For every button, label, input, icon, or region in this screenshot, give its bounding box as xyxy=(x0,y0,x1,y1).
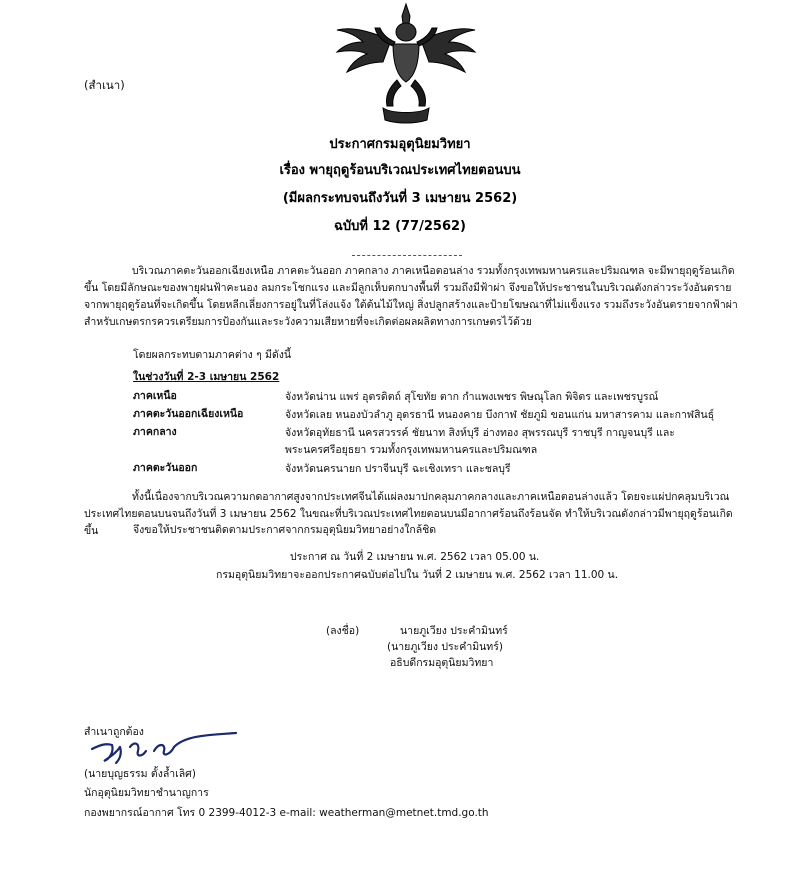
certified-copy-label: สำเนาถูกต้อง xyxy=(84,726,144,738)
handwritten-signature xyxy=(90,727,240,767)
certifier-position: นักอุตุนิยมวิทยาชำนาญการ xyxy=(84,787,209,799)
announcement-issue-number: ฉบับที่ 12 (77/2562) xyxy=(334,219,466,234)
copy-tag: (สำเนา) xyxy=(84,78,125,92)
garuda-emblem xyxy=(331,2,481,126)
region-provinces: จังหวัดอุทัยธานี นครสวรรค์ ชัยนาท สิงห์บุรี อ่างทอง สุพรรณบุรี ราชบุรี กาญจนบุรี และพระนครศรีอยุธยา รวมทั้งกรุงเทพมหานครและปริมณฑล xyxy=(285,427,675,456)
next-issue-line: กรมอุตุนิยมวิทยาจะออกประกาศฉบับต่อไปใน วันที่ 2 เมษายน พ.ศ. 2562 เวลา 11.00 น. xyxy=(216,569,619,581)
cause-paragraph: ทั้งนี้เนื่องจากบริเวณความกดอากาศสูงจากประเทศจีนได้แผ่ลงมาปกคลุมภาคกลางและภาคเหนือตอนล่างแล้ว โดยจะแผ่ปกคลุมบริเวณประเทศไทยตอนบนจนถึงวันที่ 3 เมษายน 2562 ในขณะที่บริเวณประเทศไทยตอนบนมีอากาศร้อนถึงร้อนจัด ทำให้บริเวณดังกล่าวมีพายุฤดูร้อนเกิดขึ้น xyxy=(84,491,733,537)
region-provinces: จังหวัดน่าน แพร่ อุตรดิตถ์ สุโขทัย ตาก กำแพงเพชร พิษณุโลก พิจิตร และเพชรบูรณ์ xyxy=(285,391,659,403)
region-name: ภาคตะวันออก xyxy=(133,462,198,474)
advice-line: จึงขอให้ประชาชนติดตามประกาศจากกรมอุตุนิยมวิทยาอย่างใกล้ชิด xyxy=(133,524,437,536)
announcement-effective-date: (มีผลกระทบจนถึงวันที่ 3 เมษายน 2562) xyxy=(282,191,518,206)
period-label: ในช่วงวันที่ 2-3 เมษายน 2562 xyxy=(133,371,280,383)
affected-intro: โดยผลกระทบตามภาคต่าง ๆ มีดังนี้ xyxy=(133,349,292,361)
certifier-name: (นายบุญธรรม ตั้งล้ำเลิศ) xyxy=(84,768,196,780)
contact-line: กองพยากรณ์อากาศ โทร 0 2399-4012-3 e-mail: weatherman@metnet.tmd.go.th xyxy=(84,807,489,819)
issued-date-line: ประกาศ ณ วันที่ 2 เมษายน พ.ศ. 2562 เวลา 05.00 น. xyxy=(290,551,540,563)
region-name: ภาคกลาง xyxy=(133,426,177,438)
signatory-position: อธิบดีกรมอุตุนิยมวิทยา xyxy=(390,657,494,669)
signatory-name-parenthesized: (นายภูเวียง ประคำมินทร์) xyxy=(387,641,503,653)
region-provinces: จังหวัดนครนายก ปราจีนบุรี ฉะเชิงเทรา และชลบุรี xyxy=(285,463,511,475)
signed-label: (ลงชื่อ) xyxy=(326,625,360,637)
announcement-title: ประกาศกรมอุตุนิยมวิทยา xyxy=(329,137,471,152)
region-provinces: จังหวัดเลย หนองบัวลำภู อุดรธานี หนองคาย บึงกาฬ ชัยภูมิ ขอนแก่น มหาสารคาม และกาฬสินธุ์ xyxy=(285,409,715,421)
announcement-subject: เรื่อง พายุฤดูร้อนบริเวณประเทศไทยตอนบน xyxy=(279,163,521,178)
region-name: ภาคตะวันออกเฉียงเหนือ xyxy=(133,408,244,420)
signatory-name: นายภูเวียง ประคำมินทร์ xyxy=(400,625,508,637)
divider xyxy=(352,255,462,256)
region-name: ภาคเหนือ xyxy=(133,390,177,402)
intro-paragraph: บริเวณภาคตะวันออกเฉียงเหนือ ภาคตะวันออก ภาคกลาง ภาคเหนือตอนล่าง รวมทั้งกรุงเทพมหานครและปริมณฑล จะมีพายุฤดูร้อนเกิดขึ้น โดยมีลักษณะของพายุฝนฟ้าคะนอง ลมกระโชกแรง และมีลูกเห็บตกบางพื้นที่ รวมถึงมีฟ้าผ่า จึงขอให้ประชาชนในบริเวณดังกล่าวระวังอันตรายจากพายุฤดูร้อนที่จะเกิดขึ้น โดยหลีกเลี่ยงการอยู่ในที่โล่งแจ้ง ใต้ต้นไม้ใหญ่ สิ่งปลูกสร้างและป้ายโฆษณาที่ไม่แข็งแรง รวมถึงระวังอันตรายจากฟ้าผ่า สำหรับเกษตรกรควรเตรียมการป้องกันและระวังความเสียหายที่จะเกิดต่อผลผลิตทางการเกษตรไว้ด้วย xyxy=(84,265,738,328)
